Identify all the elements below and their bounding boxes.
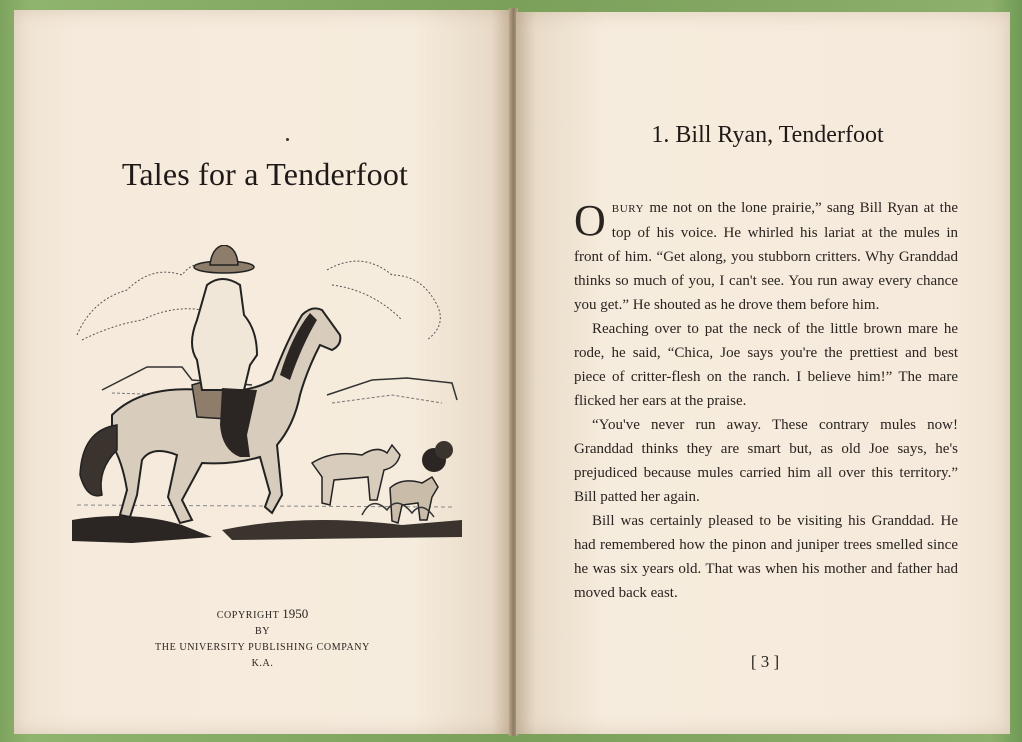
cowboy-illustration <box>72 245 462 545</box>
drop-cap: O <box>574 196 606 245</box>
copyright-year: 1950 <box>282 606 309 621</box>
paragraph-2: Reaching over to pat the neck of the little brown mare he rode, he said, “Chica, Joe says you're the prettiest and best piece of critter-flesh on the ranch. I believe him!” The mare flicked her ears at the praise. <box>574 321 958 409</box>
paragraph-1 <box>574 196 958 317</box>
chapter-title: 1. Bill Ryan, Tenderfoot <box>651 122 884 148</box>
paragraph-4: Bill was certainly pleased to be visiting his Granddad. He had remembered how the pinon and juniper trees smelled since he was six years old. That was when his mother and father had moved back east. <box>574 513 958 601</box>
copyright-block <box>120 606 405 672</box>
paragraph-1-text: me not on the lone prairie,” sang Bill Ryan at the top of his voice. He whirled his lariat at the mules in front of him. “Get along, you stubborn critters. Why Granddad thinks so much of you, I can't see. You run away every chance you get.” He shouted as he drove them before him. <box>574 200 958 313</box>
small-caps-opening: BURY <box>611 203 645 215</box>
page-number: [ 3 ] <box>750 652 780 671</box>
copyright-line <box>120 606 405 624</box>
publisher-name: THE UNIVERSITY PUBLISHING COMPANY <box>155 642 370 653</box>
book-title: Tales for a Tenderfoot <box>121 156 409 192</box>
copyright-label: COPYRIGHT <box>216 610 280 621</box>
chapter-body <box>574 196 958 605</box>
paragraph-3: “You've never run away. These contrary mules now! Granddad thinks they are smart but, as old Joe says, he's prejudiced because mules carried him all over this territory.” Bill patted her again. <box>574 417 958 505</box>
print-speck <box>286 138 289 141</box>
printer-mark: K.A. <box>251 658 274 669</box>
copyright-by: BY <box>254 626 271 637</box>
